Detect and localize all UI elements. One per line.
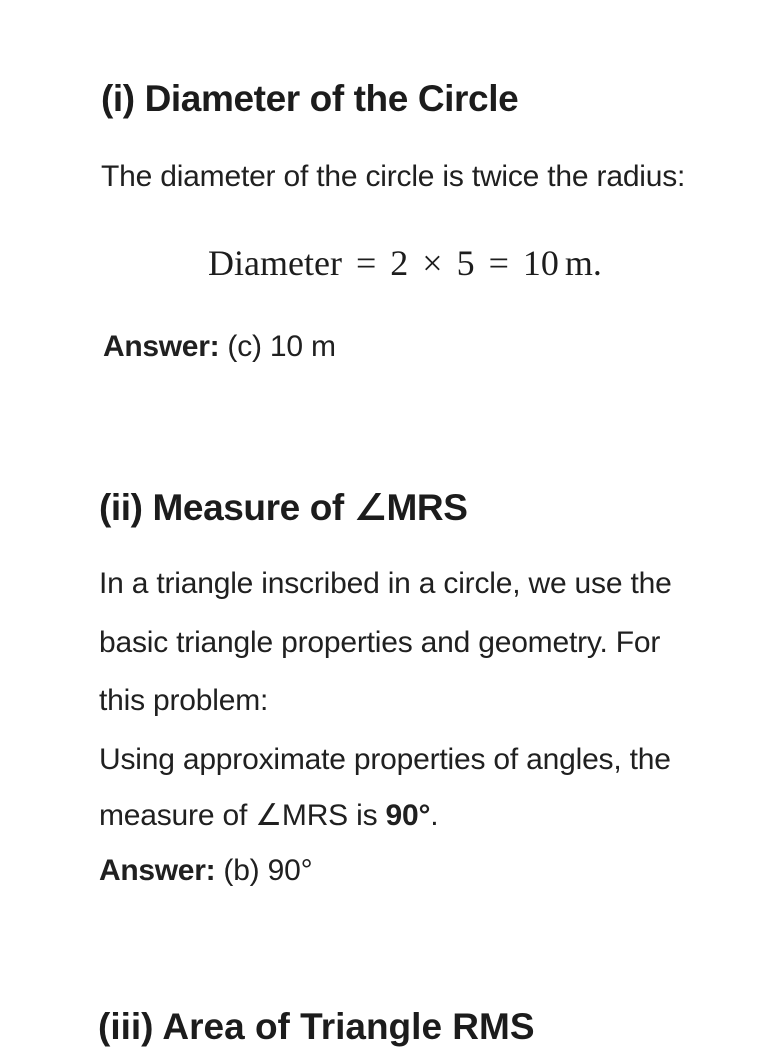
using-line-2-text: measure of ∠MRS is — [99, 799, 386, 832]
equation-factor-a: 2 — [390, 243, 409, 283]
section-1-heading: (i) Diameter of the Circle — [101, 78, 519, 119]
section-2-answer — [99, 854, 312, 888]
equation-equals-1: = — [355, 243, 377, 283]
equation-result: 10 — [522, 243, 559, 283]
equation-unit: m. — [564, 243, 602, 283]
equation-factor-b: 5 — [456, 243, 475, 283]
section-3-heading-partial: (iii) Area of Triangle RMS — [98, 1006, 535, 1047]
answer-value: (c) 10 m — [227, 330, 336, 363]
section-2-paragraph-line-1: In a triangle inscribed in a circle, we use the — [99, 567, 672, 600]
equation-lhs: Diameter — [208, 243, 342, 283]
angle-value: 90° — [385, 799, 431, 832]
section-1-intro: The diameter of the circle is twice the radius: — [101, 160, 686, 193]
using-line-2-period: . — [430, 799, 439, 832]
answer-label: Answer: — [103, 330, 220, 363]
diameter-equation — [208, 242, 602, 284]
answer-label: Answer: — [99, 854, 216, 887]
equation-times: × — [422, 243, 443, 283]
section-2-using-line-2 — [99, 798, 438, 833]
section-1-answer — [103, 330, 336, 364]
section-2-using-line-1: Using approximate properties of angles, the — [99, 743, 671, 776]
equation-equals-2: = — [488, 243, 509, 283]
section-2-paragraph-line-2: basic triangle properties and geometry. For — [99, 626, 661, 659]
section-2-heading: (ii) Measure of ∠MRS — [99, 487, 468, 528]
section-2-paragraph-line-3: this problem: — [99, 684, 269, 717]
answer-value: (b) 90° — [223, 854, 313, 887]
